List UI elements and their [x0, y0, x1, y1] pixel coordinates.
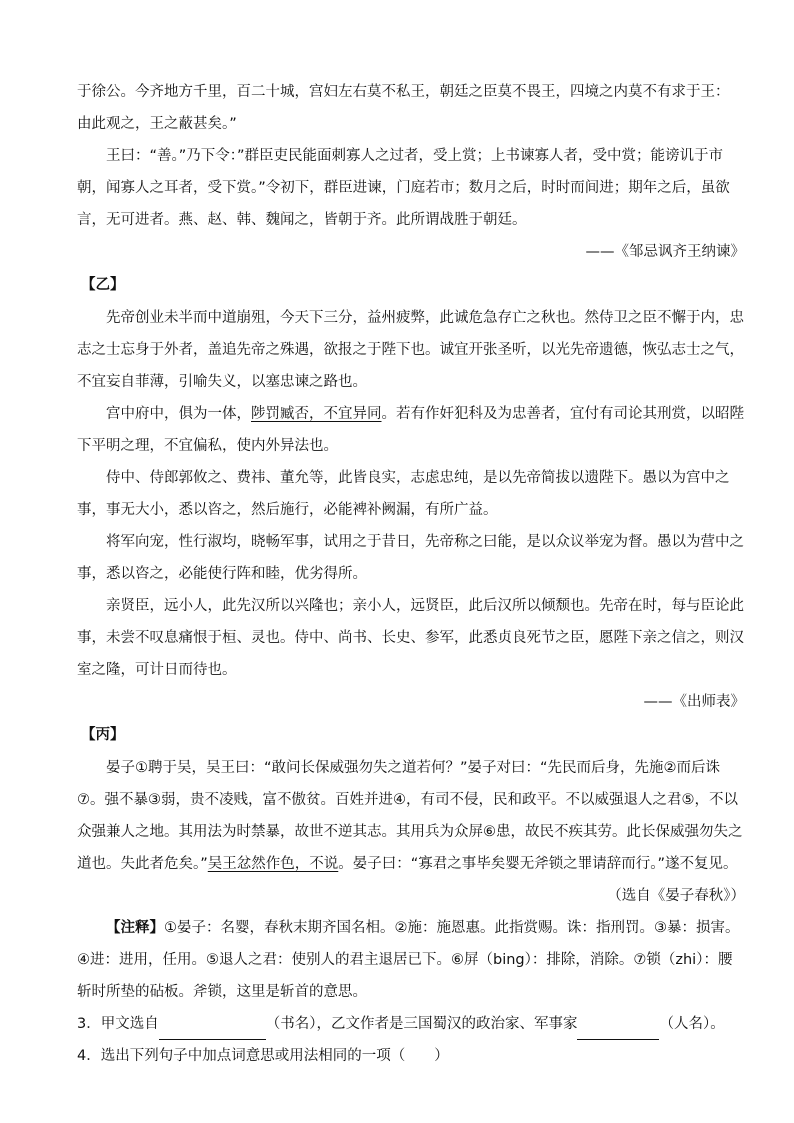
- bing-paragraph-1: [77, 752, 745, 880]
- bing-source: （选自《晏子春秋》）: [607, 888, 745, 904]
- q3-blank-author[interactable]: [577, 1019, 659, 1040]
- passage-jia: [77, 76, 745, 268]
- note-marker-2: ②: [663, 760, 677, 776]
- bing-text-a: 晏子: [106, 760, 135, 776]
- bing-text-e: 弱，贵不凌贱，富不傲贫。百姓并进: [161, 792, 393, 808]
- note-marker-7: ⑦: [77, 792, 90, 808]
- notes-paragraph: [77, 912, 745, 1008]
- note-marker-1: ①: [135, 760, 148, 776]
- bing-text-g: ，不以众强兼人之地。其用法为时禁暴，故世不逆其志。其用兵为众屏: [77, 792, 738, 840]
- yi-source: ——《出师表》: [643, 694, 745, 710]
- bing-underlined: 吴王忿然作色，不说: [207, 856, 339, 872]
- passage-yi: [77, 302, 745, 718]
- annotation-notes: [77, 912, 745, 1008]
- note-marker-4: ④: [393, 792, 406, 808]
- yi-paragraph-5: 亲贤臣，远小人，此先汉所以兴隆也；亲小人，远贤臣，此后汉所以倾颓也。先帝在时，每与臣论此事，未尝不叹息痛恨于桓、灵也。侍中、尚书、长史、参军，此悉贞良死节之臣，愿陛下亲之信之，则汉室之隆，可计日而待也。: [77, 598, 744, 678]
- note-marker-6: ⑥: [483, 824, 496, 840]
- q3-blank-book[interactable]: [159, 1019, 266, 1040]
- yi-paragraph-2: [77, 398, 745, 462]
- yi-paragraph-1: 先帝创业未半而中道崩殂，今天下三分，益州疲弊，此诚危急存亡之秋也。然侍卫之臣不懈于内，忠志之士忘身于外者，盖追先帝之殊遇，欲报之于陛下也。诚宜开张圣听，以光先帝遗德，恢弘志士之气，不宜妄自菲薄，引喻失义，以塞忠谏之路也。: [77, 310, 744, 390]
- yi-p2-text-a: 宫中府中，俱为一体，: [106, 406, 251, 422]
- bing-text-c: 而后诛: [676, 760, 721, 776]
- note-marker-3: ③: [148, 792, 161, 808]
- note-marker-5: ⑤: [681, 792, 695, 808]
- yi-paragraph-3: 侍中、侍郎郭攸之、费祎、董允等，此皆良实，志虑忠纯，是以先帝简拔以遗陛下。愚以为宫中之事，事无大小，悉以咨之，然后施行，必能裨补阙漏，有所广益。: [77, 470, 730, 518]
- jia-line-2: 由此观之，王之蔽甚矣。”: [77, 116, 237, 132]
- bing-text-f: ，有司不侵，民和政平。不以威强退人之君: [406, 792, 682, 808]
- yi-p2-underlined: 陟罚臧否，不宜异同: [251, 406, 382, 422]
- question-3: [77, 1008, 745, 1040]
- bing-text-h: 患，故民不疾其劳。此长保威强勿失之道也。失此者危矣。”: [77, 824, 743, 872]
- passage-bing: [77, 752, 745, 912]
- question-4: 4．选出下列句子中加点词意思或用法相同的一项（ ）: [77, 1048, 449, 1064]
- q3-text-a: 3．甲文选自: [77, 1016, 159, 1032]
- yi-heading: 【乙】: [81, 277, 125, 293]
- yi-p2-text-b: 。若有作奸犯科及为忠善者，宜付有司论其刑赏，以昭陛下平明之理，不宜偏私，使内外异法也。: [77, 406, 744, 454]
- bing-text-b: 聘于吴，吴王曰：“敢问长保威强勿失之道若何？”晏子对曰：“先民而后身，先施: [148, 760, 664, 776]
- bing-heading: 【丙】: [81, 727, 125, 743]
- jia-source: ——《邹忌讽齐王纳谏》: [585, 244, 745, 260]
- questions: [77, 1008, 745, 1072]
- jia-paragraph-2: 王曰：“善。”乃下令：”群臣吏民能面刺寡人之过者，受上赏；上书谏寡人者，受中赏；能谤讥于市朝，闻寡人之耳者，受下赏。”令初下，群臣进谏，门庭若市；数月之后，时时而间进；期年之后，虽欲言，无可进者。燕、赵、韩、魏闻之，皆朝于齐。此所谓战胜于朝廷。: [77, 148, 730, 228]
- jia-line-1: 于徐公。今齐地方千里，百二十城，宫妇左右莫不私王，朝廷之臣莫不畏王，四境之内莫不有求于王：: [77, 84, 730, 100]
- document-content: [77, 76, 745, 1072]
- q3-text-c: （人名）。: [659, 1016, 725, 1032]
- notes-label: 【注释】: [106, 920, 164, 936]
- q3-text-b: （书名），乙文作者是三国蜀汉的政治家、军事家: [265, 1016, 578, 1032]
- notes-text: ①晏子：名婴，春秋末期齐国名相。②施：施恩惠。此指赏赐。诛：指刑罚。③暴：损害。④进：进用，任用。⑤退人之君：使别人的君主退居已下。⑥屏（bing）：排除，消除。⑦锁（zhi）：腰斩时所垫的砧板。斧锁，这里是斩首的意思。: [77, 920, 740, 1000]
- bing-text-i: 。晏子曰：“寡君之事毕矣婴无斧锁之罪请辞而行。”遂不复见。: [338, 856, 738, 872]
- yi-paragraph-4: 将军向宠，性行淑均，晓畅军事，试用之于昔日，先帝称之曰能，是以众议举宠为督。愚以为营中之事，悉以咨之，必能使行阵和睦，优劣得所。: [77, 534, 744, 582]
- bing-text-d: 。强不暴: [90, 792, 148, 808]
